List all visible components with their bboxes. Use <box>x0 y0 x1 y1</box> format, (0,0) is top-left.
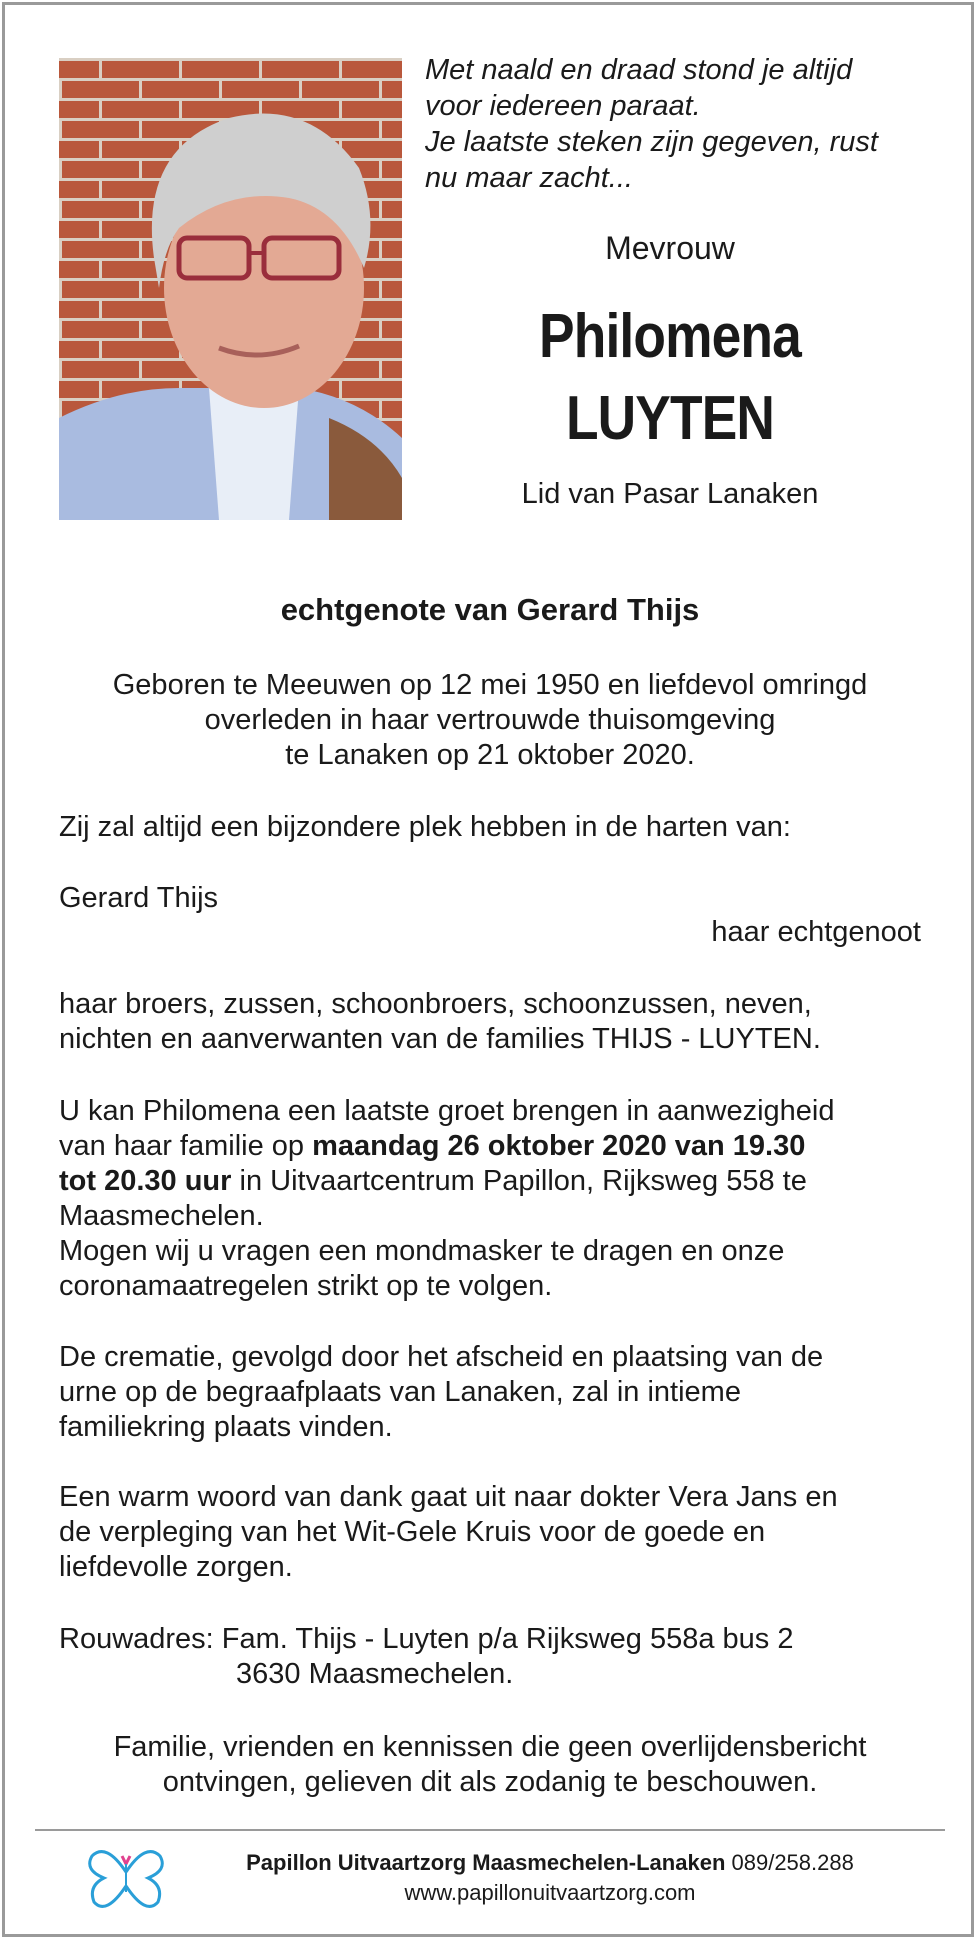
thanks-text <box>59 1480 939 1585</box>
closing-text <box>0 1730 980 1800</box>
visitation-text-segment: in Uitvaartcentrum Papillon, Rijksweg 558 te <box>231 1165 807 1197</box>
spouse-role: haar echtgenoot <box>711 916 921 948</box>
birth-death-text <box>0 668 980 773</box>
deceased-title: Mevrouw <box>605 230 735 266</box>
birth-death-line: overleden in haar vertrouwde thuisomgeving <box>204 704 776 736</box>
visitation-line <box>59 1164 939 1199</box>
company-website: www.papillonuitvaartzorg.com <box>404 1880 696 1905</box>
deceased-name <box>459 296 880 460</box>
spouse-line: echtgenote van Gerard Thijs <box>280 592 700 627</box>
visitation-line: coronamaatregelen strikt op te volgen. <box>59 1270 553 1302</box>
birth-death-line: te Lanaken op 21 oktober 2020. <box>285 739 695 771</box>
visitation-line: Mogen wij u vragen een mondmasker te dragen en onze <box>59 1235 785 1267</box>
footer <box>180 1848 920 1908</box>
thanks-line: liefdevolle zorgen. <box>59 1551 293 1583</box>
portrait-photo <box>59 58 402 520</box>
address-line: Rouwadres: Fam. Thijs - Luyten p/a Rijksweg 558a bus 2 <box>59 1623 794 1655</box>
company-name: Papillon Uitvaartzorg Maasmechelen-Lanaken <box>246 1850 726 1875</box>
poem <box>425 52 945 196</box>
closing-line: Familie, vrienden en kennissen die geen overlijdensbericht <box>113 1731 867 1763</box>
cremation-line: urne op de begraafplaats van Lanaken, zal in intieme <box>59 1376 741 1408</box>
footer-company-line <box>180 1848 920 1878</box>
poem-line: voor iedereen paraat. <box>425 90 701 122</box>
closing-line: ontvingen, gelieven dit als zodanig te beschouwen. <box>162 1766 818 1798</box>
poem-line: Je laatste steken zijn gegeven, rust <box>425 126 878 158</box>
visitation-line <box>59 1129 939 1164</box>
poem-line: Met naald en draad stond je altijd <box>425 54 853 86</box>
family-line: haar broers, zussen, schoonbroers, schoonzussen, neven, <box>59 988 812 1020</box>
cremation-text <box>59 1340 939 1445</box>
family-line: nichten en aanverwanten van de families THIJS - LUYTEN. <box>59 1023 821 1055</box>
mourning-address <box>59 1622 939 1692</box>
visitation-line: Maasmechelen. <box>59 1200 264 1232</box>
cremation-line: familiekring plaats vinden. <box>59 1411 393 1443</box>
deceased-first-name: Philomena <box>539 302 801 371</box>
deceased-last-name: LUYTEN <box>565 384 775 453</box>
poem-line: nu maar zacht... <box>425 162 633 194</box>
thanks-line: Een warm woord van dank gaat uit naar dokter Vera Jans en <box>59 1481 838 1513</box>
membership: Lid van Pasar Lanaken <box>521 478 819 510</box>
footer-divider <box>35 1829 945 1831</box>
visitation-date: maandag 26 oktober 2020 van 19.30 <box>312 1130 806 1162</box>
address-line: 3630 Maasmechelen. <box>236 1658 514 1690</box>
birth-death-line: Geboren te Meeuwen op 12 mei 1950 en liefdevol omringd <box>112 669 868 701</box>
spouse-name: Gerard Thijs <box>59 882 219 914</box>
thanks-line: de verpleging van het Wit-Gele Kruis voor de goede en <box>59 1516 766 1548</box>
visitation-text <box>59 1094 939 1304</box>
cremation-line: De crematie, gevolgd door het afscheid en plaatsing van de <box>59 1341 824 1373</box>
visitation-line: U kan Philomena een laatste groet brengen in aanwezigheid <box>59 1095 835 1127</box>
visitation-text-segment: van haar familie op <box>59 1130 313 1162</box>
mourners-intro: Zij zal altijd een bijzondere plek hebben in de harten van: <box>59 811 791 843</box>
visitation-time: tot 20.30 uur <box>59 1165 232 1197</box>
family-text <box>59 987 939 1057</box>
company-phone: 089/258.288 <box>725 1850 854 1875</box>
butterfly-logo-icon <box>86 1842 166 1916</box>
